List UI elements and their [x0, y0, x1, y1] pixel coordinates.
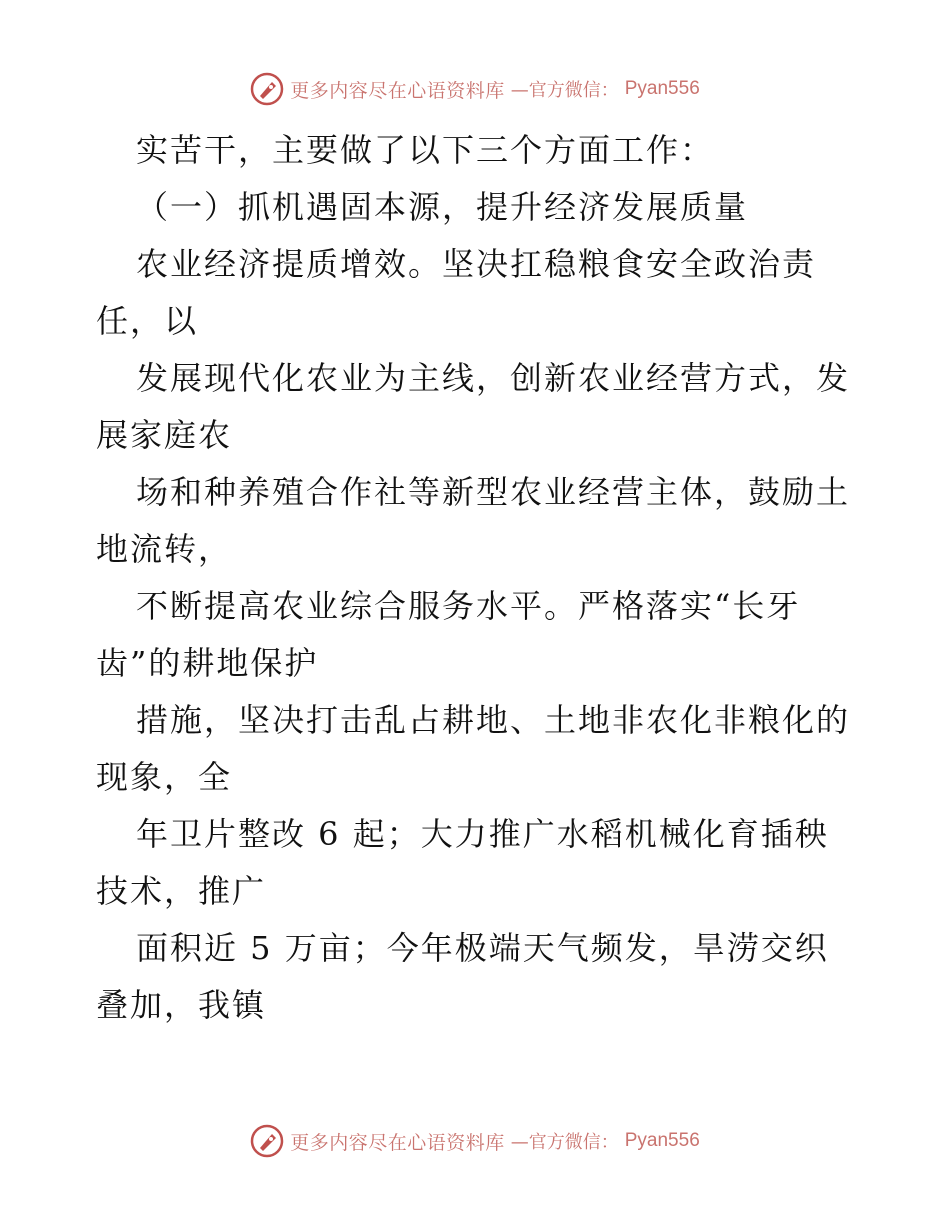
text-line: 叠加，我镇: [96, 986, 267, 1024]
text-line: 任，以: [96, 302, 199, 340]
text-line: 展家庭农: [96, 416, 233, 454]
text-line: 场和种养殖合作社等新型农业经营主体，鼓励土: [136, 473, 851, 511]
footer-watermark: [0, 1124, 950, 1158]
text-line: 农业经济提质增效。坚决扛稳粮食安全政治责: [136, 245, 817, 283]
text-line: 技术，推广: [96, 872, 267, 910]
text-line: 现象，全: [96, 758, 233, 796]
watermark-separator: —官方微信：: [510, 80, 619, 101]
text-line: 实苦干，主要做了以下三个方面工作：: [136, 131, 715, 169]
header-watermark: [0, 72, 950, 106]
text-line: 发展现代化农业为主线，创新农业经营方式，发: [136, 359, 851, 397]
watermark-text: 更多内容尽在心语资料库: [290, 1131, 505, 1154]
document-body: [96, 122, 876, 1034]
pen-nib-logo-icon: [250, 1124, 284, 1158]
text-line: 面积近 5 万亩；今年极端天气频发，旱涝交织: [136, 929, 829, 967]
text-line: 齿”的耕地保护: [96, 644, 319, 682]
text-line: 地流转，: [96, 530, 233, 568]
watermark-id: Pyan556: [624, 1130, 700, 1151]
text-line: 年卫片整改 6 起；大力推广水稻机械化育插秧: [136, 815, 829, 853]
watermark-separator: —官方微信：: [510, 1132, 619, 1153]
text-line: 不断提高农业综合服务水平。严格落实“长牙: [136, 587, 801, 625]
watermark-id: Pyan556: [624, 78, 700, 99]
watermark-text: 更多内容尽在心语资料库: [290, 79, 505, 102]
pen-nib-logo-icon: [250, 72, 284, 106]
section-heading: （一）抓机遇固本源，提升经济发展质量: [136, 188, 749, 226]
text-line: 措施，坚决打击乱占耕地、土地非农化非粮化的: [136, 701, 851, 739]
